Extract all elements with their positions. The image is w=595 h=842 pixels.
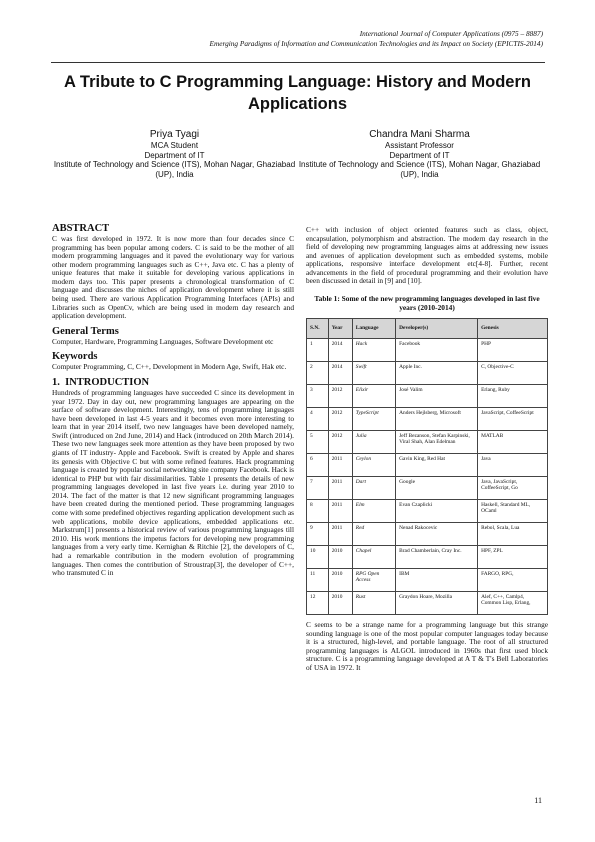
table-row xyxy=(307,569,548,592)
table-cell: 10 xyxy=(307,546,329,569)
table-caption: Table 1: Some of the new programming languages developed in last five years (2010-2014) xyxy=(314,294,540,313)
keywords-text: Computer Programming, C, C++, Development in Modern Age, Swift, Hak etc. xyxy=(52,362,287,372)
table-row xyxy=(307,592,548,615)
author-name: Chandra Mani Sharma xyxy=(369,129,470,140)
table-cell: 6 xyxy=(307,454,329,477)
table-row xyxy=(307,523,548,546)
table-cell: 2010 xyxy=(328,592,352,615)
table-cell: Chapel xyxy=(352,546,395,569)
table-cell: Graydon Hoare, Mozilla xyxy=(396,592,478,615)
page-number: 11 xyxy=(534,796,542,805)
table-cell: 2014 xyxy=(328,362,352,385)
table-cell: TypeScript xyxy=(352,408,395,431)
table-cell: Julia xyxy=(352,431,395,454)
author-dept: Department of IT xyxy=(389,150,450,160)
right-column xyxy=(306,226,548,673)
table-header-cell: S.N. xyxy=(307,319,329,339)
table-cell: FARGO, RPG, xyxy=(478,569,548,592)
author-affiliation: Institute of Technology and Science (ITS), Mohan Nagar, Ghaziabad (UP), India xyxy=(298,160,541,179)
table-cell: Rebol, Scala, Lua xyxy=(478,523,548,546)
general-terms-text: Computer, Hardware, Programming Languages, Software Development etc xyxy=(52,336,274,346)
table-header-cell: Genesis xyxy=(478,319,548,339)
table-cell: Jeff Bezanson, Stefan Karpinski, Viral Shah, Alan Edelman xyxy=(396,431,478,454)
table-row xyxy=(307,500,548,523)
table-cell: Gavin King, Red Hat xyxy=(396,454,478,477)
table-cell: Nenad Rakocevic xyxy=(396,523,478,546)
table-cell: 4 xyxy=(307,408,329,431)
table-cell: Alef, C++, Camlp4, Common Lisp, Erlang, xyxy=(478,592,548,615)
table-cell: 12 xyxy=(307,592,329,615)
table-header-cell: Developer(s) xyxy=(396,319,478,339)
table-cell: Erlang, Ruby xyxy=(478,385,548,408)
table-cell: José Valim xyxy=(396,385,478,408)
abstract-heading: ABSTRACT xyxy=(52,223,110,234)
author-affiliation: Institute of Technology and Science (ITS), Mohan Nagar, Ghaziabad (UP), India xyxy=(53,160,296,179)
table-cell: RPG Open Access xyxy=(352,569,395,592)
table-cell: 7 xyxy=(307,477,329,500)
table-cell: Apple Inc. xyxy=(396,362,478,385)
table-cell: 1 xyxy=(307,339,329,362)
table-cell: Swift xyxy=(352,362,395,385)
table-cell: Java, JavaScript, CoffeeScript, Go xyxy=(478,477,548,500)
table-cell: Red xyxy=(352,523,395,546)
table-cell: 2011 xyxy=(328,523,352,546)
section-number: 1. xyxy=(52,376,60,388)
intro-text: Hundreds of programming languages have succeeded C since its development in year 1972. Day in day out, new programming languages are appearing on the surface of software development. Interestingly, tens of programming languages have been developed in last 4-5 years and it becomes even more interesting to learn that in year 2014 itself, two new languages have been developed namely, Swift (introduced on 2nd June, 2014) and Hack (introduced on 20th March 2014). These two new languages seek more attention as they have been proposed by two giants of IT industry- Apple and Facebook. Swift is created by Apple and shares its genesis with Objective C but with some refined features. Hack programming language is created by popular social networking site company Facebook. Hack is identical to PHP but with fair dissimilarities. Table 1 presents the details of new programming languages developed in last five years i.e. during year 2010 to 2014. The fact of the matter is that 12 new significant programming languages have been created during the mentioned period. These programming languages come with some predefined objectives regarding application development such as web applications, mobile device applications, embedded applications etc. Markstrum[1] presents a historical review of various programming languages till 2010. His work mentions the impetus factors for developing new programming languages from a very early time. Kernighan & Ritchie [2], the developers of C, had a remarkable contribution in the modern evolution of programming languages. Then comes the contribution of Stroustrap[3], the developer of C++, who transmuted C in xyxy=(52,387,294,578)
author-2 xyxy=(297,128,542,179)
table-row xyxy=(307,385,548,408)
table-cell: Dart xyxy=(352,477,395,500)
paper-title: A Tribute to C Programming Language: History and Modern Applications xyxy=(64,73,531,113)
table-cell: 11 xyxy=(307,569,329,592)
table-cell: 2012 xyxy=(328,385,352,408)
table-cell: 2011 xyxy=(328,477,352,500)
keywords-heading: Keywords xyxy=(52,351,98,363)
table-cell: 2012 xyxy=(328,408,352,431)
table-header-row xyxy=(307,319,548,339)
table-cell: 2011 xyxy=(328,500,352,523)
table-row xyxy=(307,454,548,477)
table-cell: JavaScript, CoffeeScript xyxy=(478,408,548,431)
table-cell: Elm xyxy=(352,500,395,523)
table-row xyxy=(307,362,548,385)
author-dept: Department of IT xyxy=(144,150,205,160)
table-cell: Facebook xyxy=(396,339,478,362)
table-row xyxy=(307,546,548,569)
table-cell: 9 xyxy=(307,523,329,546)
right-top-text: C++ with inclusion of object oriented features such as class, object, encapsulation, polymorphism and abstraction. The modern day research in the field of developing new programming languages aims at addressing new issues and avenues of application development such as embedded systems, mobile applications, responsive interface development etc[4-8]. Further, recent advancements in the field of procedural programming and their evolution have been discussed in detail in [9] and [10]. xyxy=(306,225,548,286)
table-cell: Evan Czaplicki xyxy=(396,500,478,523)
table-cell: IBM xyxy=(396,569,478,592)
table-row xyxy=(307,408,548,431)
table-cell: 2011 xyxy=(328,454,352,477)
table-cell: Anders Hejlsberg, Microsoft xyxy=(396,408,478,431)
table-cell: Rust xyxy=(352,592,395,615)
table-cell: 2010 xyxy=(328,546,352,569)
author-name: Priya Tyagi xyxy=(149,129,200,140)
author-role: Assistant Professor xyxy=(385,141,454,150)
table-cell: 2010 xyxy=(328,569,352,592)
table-row xyxy=(307,431,548,454)
table-cell: 8 xyxy=(307,500,329,523)
general-terms-heading: General Terms xyxy=(52,325,119,337)
table-cell: HPF, ZPL xyxy=(478,546,548,569)
header-rule xyxy=(51,62,545,63)
table-cell: Google xyxy=(396,477,478,500)
section-title: INTRODUCTION xyxy=(65,376,150,388)
author-1 xyxy=(52,128,297,179)
table-row xyxy=(307,339,548,362)
table-cell: Java xyxy=(478,454,548,477)
table-cell: 2014 xyxy=(328,339,352,362)
right-bottom-text: C seems to be a strange name for a programming language but this strange sounding language is one of the most popular computer languages today because it is a structured, high-level, and portable language. The root of all structured programming languages is ALGOL introduced in 1960s that first used block structure. C is a programming language developed at A T & T's Bell Laboratories of USA in 1972. It xyxy=(306,620,548,672)
table-cell: PHP xyxy=(478,339,548,362)
table-cell: Elixir xyxy=(352,385,395,408)
abstract-text: C was first developed in 1972. It is now more than four decades since C programming has been popular among coders. C is said to be the mother of all modern programming languages and it paved the evolutionary way for various other modern programming languages such as C++, Java etc. C has a plenty of unique features that make it suitable for developing various applications in modern days too. This paper presents a chronological transformation of C language and discusses the niches of application development where it is still being used. There are various Application Programming Interfaces (APIs) and Libraries such as OpenCv, which are being used in modern day research and application development. xyxy=(52,234,294,321)
table-cell: MATLAB xyxy=(478,431,548,454)
author-role: MCA Student xyxy=(150,141,199,150)
table-cell: Brad Chamberlain, Cray Inc. xyxy=(396,546,478,569)
table-cell: Ceylon xyxy=(352,454,395,477)
table-cell: 3 xyxy=(307,385,329,408)
languages-table xyxy=(306,318,548,615)
journal-header: International Journal of Computer Applications (0975 – 8887) xyxy=(359,29,543,38)
table-cell: 5 xyxy=(307,431,329,454)
conference-header: Emerging Paradigms of Information and Communication Technologies and its Impact on Society (EPICTIS-2014) xyxy=(209,39,543,48)
left-column xyxy=(52,221,294,578)
table-cell: Hack xyxy=(352,339,395,362)
table-cell: 2 xyxy=(307,362,329,385)
table-header-cell: Language xyxy=(352,319,395,339)
table-cell: Haskell, Standard ML, OCaml xyxy=(478,500,548,523)
table-header-cell: Year xyxy=(328,319,352,339)
table-row xyxy=(307,477,548,500)
table-cell: 2012 xyxy=(328,431,352,454)
table-cell: C, Objective-C xyxy=(478,362,548,385)
